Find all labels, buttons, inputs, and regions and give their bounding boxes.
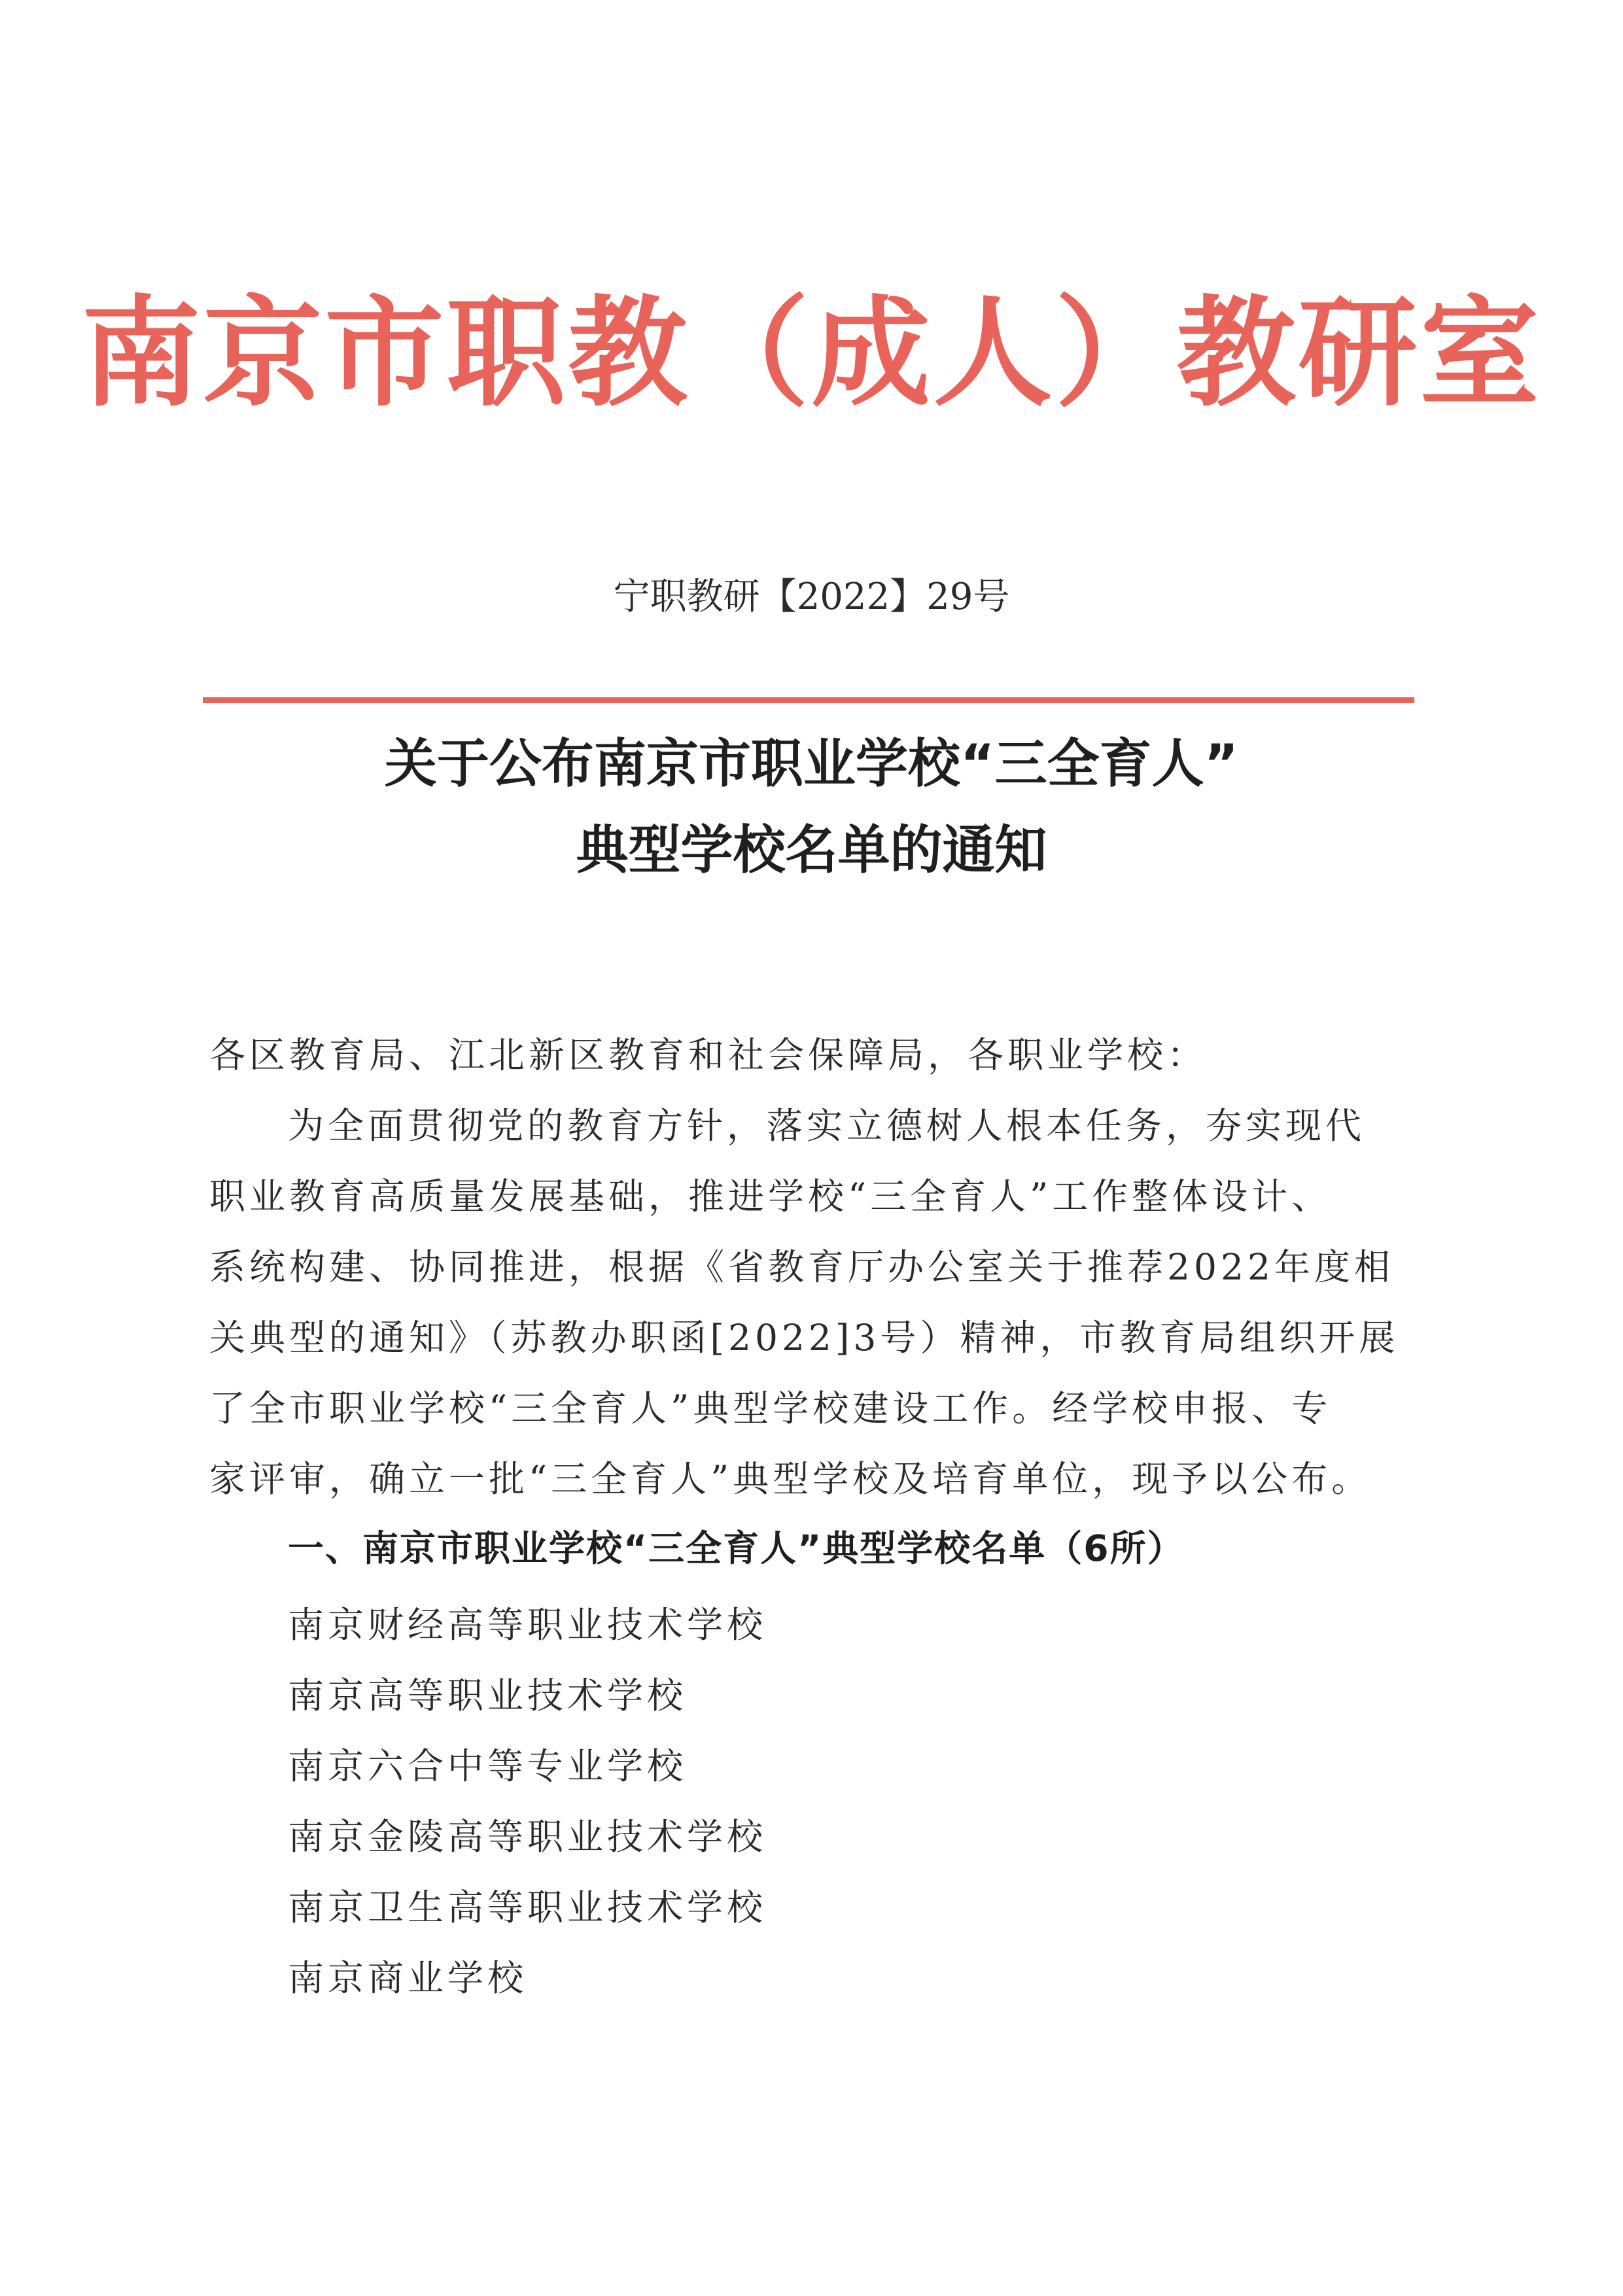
school-list-item: 南京财经高等职业技术学校: [288, 1604, 767, 1646]
school-list-item: 南京六合中等专业学校: [288, 1745, 688, 1787]
school-list-item: 南京高等职业技术学校: [288, 1675, 688, 1716]
paragraph-line: 了全市职业学校“三全育人”典型学校建设工作。经学校申报、专: [209, 1387, 1332, 1429]
school-list-item: 南京金陵高等职业技术学校: [288, 1816, 767, 1858]
section-1-heading: 一、南京市职业学校“三全育人”典型学校名单（6所）: [288, 1527, 1185, 1569]
paragraph-line: 职业教育高质量发展基础，推进学校“三全育人”工作整体设计、: [209, 1175, 1332, 1217]
school-list-item: 南京商业学校: [288, 1957, 528, 1999]
paragraph-line: 为全面贯彻党的教育方针，落实立德树人根本任务，夯实现代: [288, 1105, 1366, 1147]
notice-title-line-1: 关于公布南京市职业学校“三全育人”: [384, 733, 1239, 794]
document-number: 宁职教研【2022】29号: [613, 576, 1010, 618]
paragraph-line: 系统构建、协同推进，根据《省教育厅办公室关于推荐2022年度相: [209, 1246, 1394, 1288]
school-list-item: 南京卫生高等职业技术学校: [288, 1887, 767, 1928]
notice-title-line-2: 典型学校名单的通知: [576, 820, 1047, 880]
letterhead-org-name: 南京市职教（成人）教研室: [81, 284, 1542, 423]
salutation: 各区教育局、江北新区教育和社会保障局，各职业学校：: [209, 1034, 1208, 1076]
school-list: [288, 1590, 767, 2013]
paragraph-line: 家评审，确立一批“三全育人”典型学校及培育单位，现予以公布。: [209, 1458, 1372, 1500]
red-divider-rule: [203, 697, 1414, 703]
paragraph-line: 关典型的通知》（苏教办职函[2022]3号）精神，市教育局组织开展: [209, 1317, 1399, 1359]
